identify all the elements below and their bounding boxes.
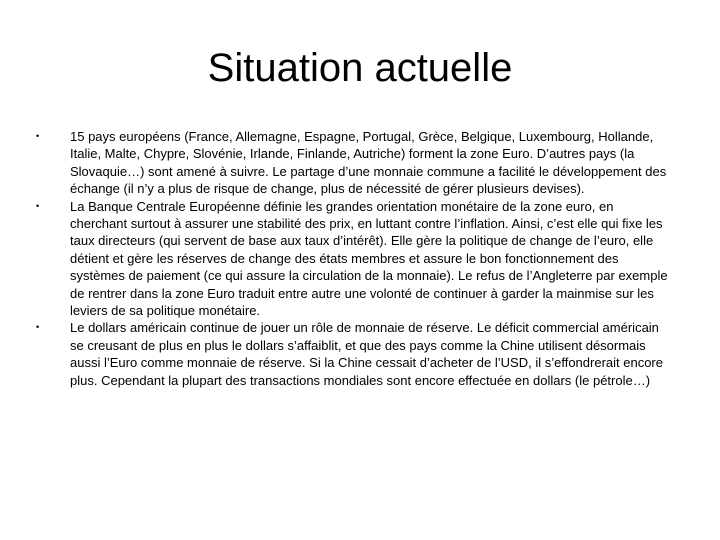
bullet-text-2: La Banque Centrale Européenne définie les grandes orientation monétaire de la zone euro, en cherchant surtout à assurer une stabilité des prix, en luttant contre l’inflation. Ainsi, c’est elle qui fixe les taux directeurs (qui servent de base aux taux d’intérêt). Elle gère la politique de change de l’euro, elle détient et gère les réserves de change des états membres et assure le bon fonctionnement des systèmes de paiement (ce qui assure la circulation de la monnaie). Le refus de l’Angleterre par exemple de rentrer dans la zone Euro traduit entre autre une volonté de continuer à garder la mainmise sur les leviers de sa politique monétaire. [70, 198, 668, 319]
bullet-icon: • [36, 200, 40, 211]
bullet-item-2 [36, 198, 670, 320]
bullet-item-1 [36, 128, 670, 198]
slide-title: Situation actuelle [207, 46, 513, 90]
bullet-item-3 [36, 319, 670, 389]
bullet-text-1: 15 pays européens (France, Allemagne, Espagne, Portugal, Grèce, Belgique, Luxembourg, Hollande, Italie, Malte, Chypre, Slovénie, Irlande, Finlande, Autriche) forment la zone Euro. D’autres pays (la Slovaquie…) sont amené à suivre. Le partage d’une monnaie commune a facilité le développement des échange (il n’y a plus de risque de change, plus de nécessité de gérer plusieurs devises). [70, 129, 667, 197]
bullet-icon: • [36, 322, 40, 333]
bullet-icon: • [36, 131, 40, 141]
bullet-text-3: Le dollars américain continue de jouer un rôle de monnaie de réserve. Le déficit commercial américain se creusant de plus en plus le dollars s’affaiblit, et que des pays comme la Chine utilisent désormais aussi l’Euro comme monnaie de réserve. Si la Chine cessait d’acheter de l’USD, il s’effondrerait encore plus. Cependant la plupart des transactions mondiales sont encore effectuée en dollars (le pétrole…) [70, 320, 663, 388]
bullet-list [36, 128, 670, 389]
